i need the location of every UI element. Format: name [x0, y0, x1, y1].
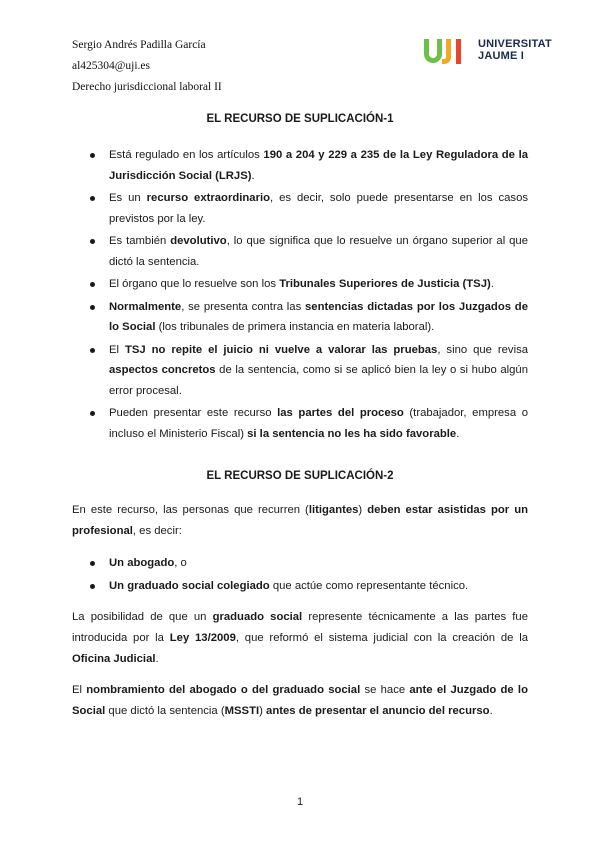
list-item: Es también devolutivo, lo que significa que lo resuelve un órgano superior al que dictó la sentencia.: [90, 231, 528, 272]
university-logo: [422, 36, 564, 66]
document-header: [72, 35, 222, 98]
page-number: 1: [296, 796, 304, 808]
section1-list: [90, 145, 528, 446]
section2-title: EL RECURSO DE SUPLICACIÓN-2: [206, 470, 394, 482]
course-name: Derecho jurisdiccional laboral II: [72, 81, 222, 93]
section2-list: [90, 553, 528, 598]
university-name-line1: UNIVERSITAT: [478, 38, 552, 50]
list-item: Es un recurso extraordinario, es decir, solo puede presentarse en los casos previstos por la ley.: [90, 188, 528, 229]
section2-paragraph-2: La posibilidad de que un graduado social represente técnicamente a las partes fue introducida por la Ley 13/2009, que reformó el sistema judicial con la creación de la Oficina Judicial.: [72, 611, 528, 665]
uji-logo-mark: [422, 37, 474, 65]
list-item: El órgano que lo resuelve son los Tribunales Superiores de Justicia (TSJ).: [90, 274, 528, 295]
section1-title: EL RECURSO DE SUPLICACIÓN-1: [206, 113, 394, 125]
list-item: Un abogado, o: [90, 553, 528, 574]
university-name-line2: JAUME I: [478, 50, 525, 62]
list-item: Está regulado en los artículos 190 a 204 y 229 a 235 de la Ley Reguladora de la Jurisdicción Social (LRJS).: [90, 145, 528, 186]
section2-paragraph-3: El nombramiento del abogado o del graduado social se hace ante el Juzgado de lo Social que dictó la sentencia (MSSTI) antes de presentar el anuncio del recurso.: [72, 684, 528, 717]
author-email: al425304@uji.es: [72, 60, 150, 72]
author-name: Sergio Andrés Padilla García: [72, 39, 206, 51]
list-item: Pueden presentar este recurso las partes del proceso (trabajador, empresa o incluso el Ministerio Fiscal) si la sentencia no les ha sido favorable.: [90, 403, 528, 444]
list-item: El TSJ no repite el juicio ni vuelve a valorar las pruebas, sino que revisa aspectos concretos de la sentencia, como si se aplicó bien la ley o si hubo algún error procesal.: [90, 340, 528, 402]
list-item: Normalmente, se presenta contra las sentencias dictadas por los Juzgados de lo Social (los tribunales de primera instancia en materia laboral).: [90, 297, 528, 338]
university-name: [478, 38, 552, 62]
list-item: Un graduado social colegiado que actúe como representante técnico.: [90, 576, 528, 597]
section2-intro: En este recurso, las personas que recurren (litigantes) deben estar asistidas por un profesional, es decir:: [72, 504, 529, 537]
